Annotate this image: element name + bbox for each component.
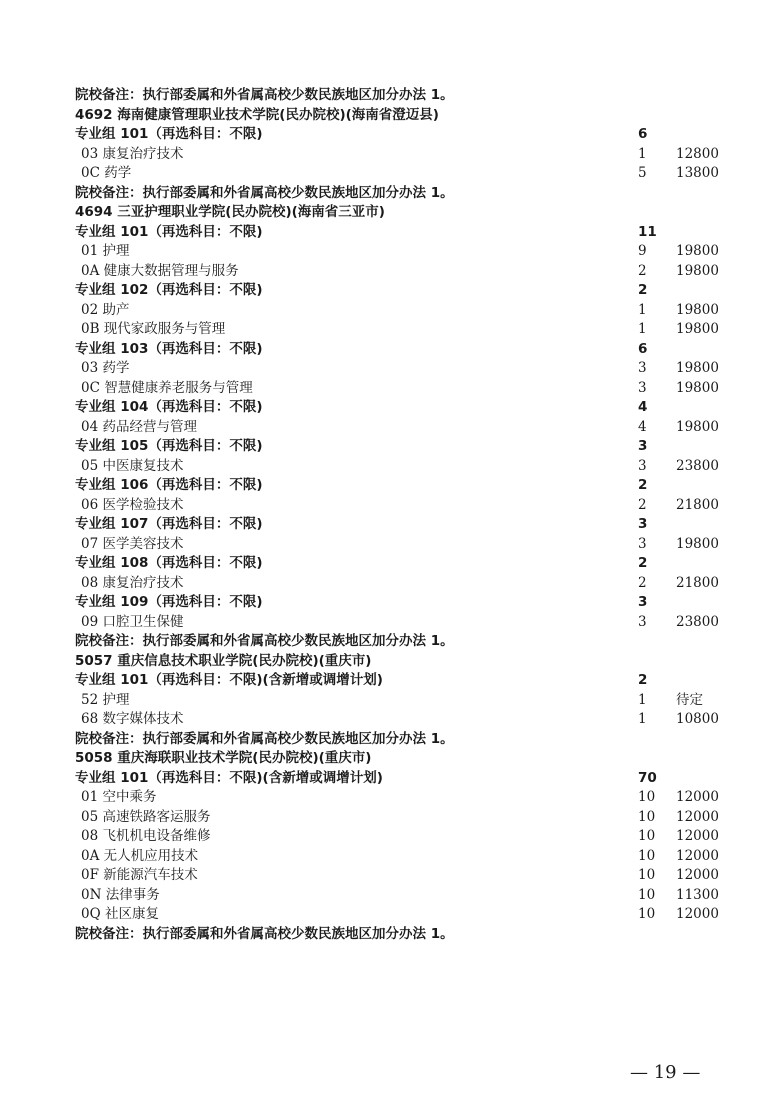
- major-row: [0, 242, 777, 262]
- school-note: [0, 730, 777, 750]
- major-row: [0, 496, 777, 516]
- major-plan-count: 10: [638, 808, 656, 825]
- major-row: [0, 613, 777, 633]
- group-plan-count: 2: [638, 477, 648, 493]
- major-row: [0, 866, 777, 886]
- major-group-row: [0, 281, 777, 301]
- major-group-row: [0, 437, 777, 457]
- tuition-fee: 待定: [676, 691, 703, 708]
- major-name: 07 医学美容技术: [81, 535, 184, 552]
- tuition-fee: 19800: [676, 418, 719, 435]
- major-row: [0, 574, 777, 594]
- school-heading: [0, 203, 777, 223]
- major-row: [0, 262, 777, 282]
- major-plan-count: 3: [638, 613, 647, 630]
- major-group-row: [0, 593, 777, 613]
- major-plan-count: 3: [638, 379, 647, 396]
- group-plan-count: 2: [638, 672, 648, 688]
- major-name: 03 康复治疗技术: [81, 145, 184, 162]
- group-plan-count: 11: [638, 223, 657, 240]
- major-name: 52 护理: [81, 691, 130, 708]
- major-plan-count: 1: [638, 145, 647, 162]
- group-name: 专业组 101（再选科目：不限)(含新增或调增计划): [75, 769, 383, 786]
- tuition-fee: 21800: [676, 574, 719, 591]
- major-plan-count: 2: [638, 496, 647, 513]
- note-text: 院校备注：执行部委属和外省属高校少数民族地区加分办法 1。: [75, 925, 454, 942]
- group-name: 专业组 102（再选科目：不限): [75, 282, 263, 298]
- school-heading: [0, 652, 777, 672]
- tuition-fee: 13800: [676, 165, 719, 181]
- major-name: 08 康复治疗技术: [81, 574, 184, 591]
- major-plan-count: 5: [638, 165, 647, 181]
- tuition-fee: 12000: [676, 867, 719, 883]
- group-name: 专业组 105（再选科目：不限): [75, 438, 263, 454]
- major-row: [0, 164, 777, 184]
- major-plan-count: 3: [638, 360, 647, 376]
- major-row: [0, 905, 777, 925]
- major-row: [0, 145, 777, 165]
- group-name: 专业组 103（再选科目：不限): [75, 340, 263, 357]
- tuition-fee: 19800: [676, 262, 719, 279]
- tuition-fee: 12000: [676, 808, 719, 825]
- school-name: 5057 重庆信息技术职业学院(民办院校)(重庆市): [75, 652, 372, 669]
- major-group-row: [0, 515, 777, 535]
- group-name: 专业组 101（再选科目：不限): [75, 223, 263, 240]
- major-group-row: [0, 476, 777, 496]
- group-name: 专业组 104（再选科目：不限): [75, 399, 263, 415]
- school-heading: [0, 106, 777, 126]
- major-name: 01 空中乘务: [81, 789, 157, 805]
- school-note: [0, 86, 777, 106]
- group-plan-count: 70: [638, 769, 657, 786]
- tuition-fee: 19800: [676, 535, 719, 552]
- major-row: [0, 847, 777, 867]
- group-plan-count: 3: [638, 438, 648, 454]
- tuition-fee: 19800: [676, 379, 719, 396]
- major-row: [0, 418, 777, 438]
- major-plan-count: 1: [638, 321, 647, 337]
- page-number-text: — 19 —: [630, 1062, 701, 1083]
- major-name: 08 飞机机电设备维修: [81, 828, 211, 844]
- major-group-row: [0, 554, 777, 574]
- major-name: 0F 新能源汽车技术: [81, 867, 198, 883]
- group-name: 专业组 109（再选科目：不限): [75, 594, 263, 610]
- tuition-fee: 12000: [676, 906, 719, 922]
- major-name: 02 助产: [81, 301, 130, 318]
- tuition-fee: 19800: [676, 243, 719, 259]
- group-plan-count: 6: [638, 340, 648, 357]
- tuition-fee: 10800: [676, 711, 719, 727]
- tuition-fee: 19800: [676, 301, 719, 318]
- major-plan-count: 10: [638, 828, 656, 844]
- major-name: 04 药品经营与管理: [81, 418, 197, 435]
- school-note: [0, 925, 777, 945]
- major-row: [0, 710, 777, 730]
- major-name: 01 护理: [81, 243, 130, 259]
- note-text: 院校备注：执行部委属和外省属高校少数民族地区加分办法 1。: [75, 184, 454, 201]
- major-row: [0, 535, 777, 555]
- note-text: 院校备注：执行部委属和外省属高校少数民族地区加分办法 1。: [75, 87, 454, 103]
- major-row: [0, 886, 777, 906]
- major-name: 06 医学检验技术: [81, 496, 184, 513]
- tuition-fee: 19800: [676, 321, 719, 337]
- tuition-fee: 12000: [676, 789, 719, 805]
- major-row: [0, 320, 777, 340]
- note-text: 院校备注：执行部委属和外省属高校少数民族地区加分办法 1。: [75, 730, 454, 747]
- major-group-row: [0, 671, 777, 691]
- major-name: 05 高速铁路客运服务: [81, 808, 211, 825]
- tuition-fee: 12000: [676, 847, 719, 864]
- major-plan-count: 10: [638, 886, 656, 903]
- major-row: [0, 808, 777, 828]
- major-name: 0B 现代家政服务与管理: [81, 321, 226, 337]
- major-plan-count: 2: [638, 262, 647, 279]
- group-plan-count: 3: [638, 594, 648, 610]
- major-group-row: [0, 223, 777, 243]
- major-name: 09 口腔卫生保健: [81, 613, 184, 630]
- major-plan-count: 2: [638, 574, 647, 591]
- group-plan-count: 3: [638, 516, 648, 532]
- major-name: 0Q 社区康复: [81, 906, 159, 922]
- school-name: 5058 重庆海联职业技术学院(民办院校)(重庆市): [75, 750, 372, 766]
- tuition-fee: 23800: [676, 613, 719, 630]
- major-group-row: [0, 340, 777, 360]
- major-name: 03 药学: [81, 360, 130, 376]
- school-note: [0, 632, 777, 652]
- major-plan-count: 10: [638, 789, 656, 805]
- tuition-fee: 21800: [676, 496, 719, 513]
- group-name: 专业组 107（再选科目：不限): [75, 516, 263, 532]
- group-name: 专业组 101（再选科目：不限)(含新增或调增计划): [75, 672, 383, 688]
- tuition-fee: 19800: [676, 360, 719, 376]
- major-name: 68 数字媒体技术: [81, 711, 184, 727]
- major-plan-count: 9: [638, 243, 647, 259]
- group-name: 专业组 106（再选科目：不限): [75, 477, 263, 493]
- major-plan-count: 1: [638, 691, 647, 708]
- school-note: [0, 184, 777, 204]
- group-name: 专业组 108（再选科目：不限): [75, 555, 263, 571]
- major-plan-count: 10: [638, 867, 656, 883]
- group-plan-count: 6: [638, 126, 648, 142]
- major-name: 0C 药学: [81, 165, 132, 181]
- major-row: [0, 788, 777, 808]
- tuition-fee: 23800: [676, 457, 719, 474]
- note-text: 院校备注：执行部委属和外省属高校少数民族地区加分办法 1。: [75, 633, 454, 649]
- major-row: [0, 301, 777, 321]
- tuition-fee: 12800: [676, 145, 719, 162]
- school-heading: [0, 749, 777, 769]
- tuition-fee: 11300: [676, 886, 719, 903]
- major-name: 0A 无人机应用技术: [81, 847, 199, 864]
- major-row: [0, 379, 777, 399]
- school-name: 4692 海南健康管理职业技术学院(民办院校)(海南省澄迈县): [75, 106, 439, 123]
- major-group-row: [0, 769, 777, 789]
- major-name: 0N 法律事务: [81, 886, 160, 903]
- major-plan-count: 1: [638, 301, 647, 318]
- major-row: [0, 691, 777, 711]
- group-name: 专业组 101（再选科目：不限): [75, 126, 263, 142]
- major-plan-count: 4: [638, 418, 647, 435]
- major-plan-count: 10: [638, 847, 656, 864]
- major-group-row: [0, 125, 777, 145]
- major-plan-count: 1: [638, 711, 647, 727]
- major-plan-count: 3: [638, 535, 647, 552]
- group-plan-count: 4: [638, 399, 648, 415]
- tuition-fee: 12000: [676, 828, 719, 844]
- major-name: 0C 智慧健康养老服务与管理: [81, 379, 253, 396]
- major-name: 0A 健康大数据管理与服务: [81, 262, 239, 279]
- major-row: [0, 457, 777, 477]
- major-group-row: [0, 398, 777, 418]
- group-plan-count: 2: [638, 282, 648, 298]
- major-name: 05 中医康复技术: [81, 457, 184, 474]
- major-plan-count: 3: [638, 457, 647, 474]
- group-plan-count: 2: [638, 555, 648, 571]
- major-row: [0, 359, 777, 379]
- school-name: 4694 三亚护理职业学院(民办院校)(海南省三亚市): [75, 204, 385, 220]
- major-row: [0, 827, 777, 847]
- major-plan-count: 10: [638, 906, 656, 922]
